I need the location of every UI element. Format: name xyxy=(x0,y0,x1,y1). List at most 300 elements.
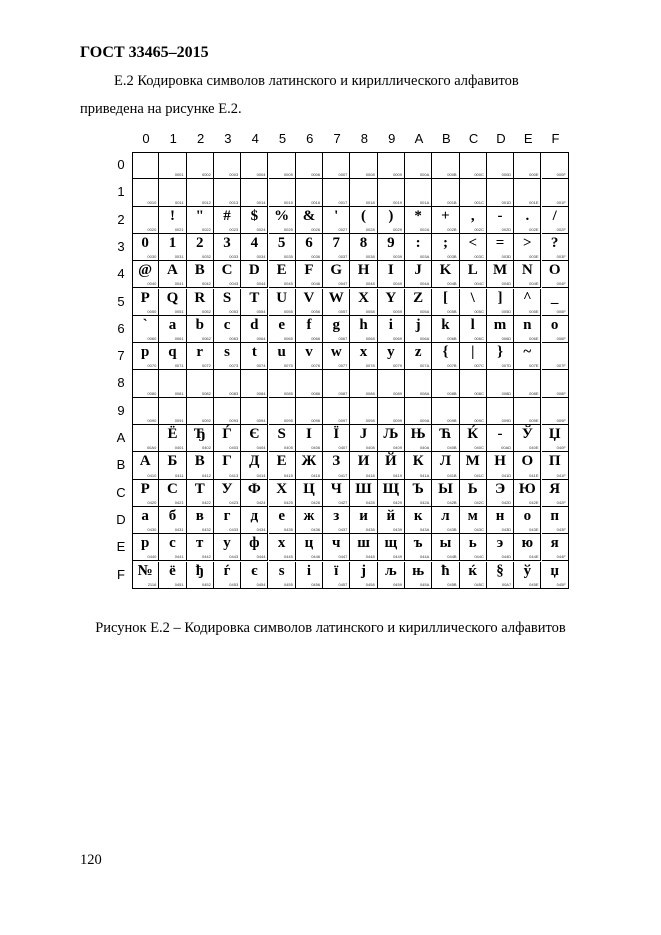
cell-code: 0417 xyxy=(338,472,348,478)
table-cell xyxy=(296,343,323,370)
cell-glyph: у xyxy=(223,535,231,552)
table-cell xyxy=(296,152,323,179)
cell-code: 0010 xyxy=(147,199,157,205)
row-header: 0 xyxy=(117,157,125,172)
cell-code: 044E xyxy=(529,554,539,560)
table-cell xyxy=(378,534,405,561)
cell-glyph: M xyxy=(492,262,508,279)
cell-glyph: | xyxy=(471,344,475,361)
cell-glyph: 3 xyxy=(223,234,231,251)
cell-glyph: Љ xyxy=(383,426,399,442)
table-cell xyxy=(159,507,186,534)
cell-code: 0057 xyxy=(338,308,348,314)
cell-code: 0035 xyxy=(283,254,293,260)
table-cell xyxy=(432,179,459,206)
encoding-chart xyxy=(104,131,574,591)
table-cell xyxy=(350,152,377,179)
cell-glyph: _ xyxy=(550,289,559,306)
cell-glyph: B xyxy=(194,262,205,279)
cell-code: 0451 xyxy=(174,581,184,587)
table-cell xyxy=(432,343,459,370)
table-cell xyxy=(159,425,186,452)
table-cell xyxy=(432,562,459,589)
column-header: 9 xyxy=(388,131,396,146)
cell-code: 043A xyxy=(419,527,430,533)
table-cell xyxy=(432,261,459,288)
cell-code: 0009 xyxy=(393,172,402,178)
cell-code: 0080 xyxy=(147,390,157,396)
cell-code: 001C xyxy=(474,199,484,205)
cell-code: 044D xyxy=(501,554,512,560)
cell-glyph: В xyxy=(194,453,205,470)
cell-code: 0060 xyxy=(147,336,157,342)
row-header: 5 xyxy=(117,293,125,309)
table-cell xyxy=(241,452,268,479)
cell-code: 0046 xyxy=(311,281,321,287)
cell-glyph: х xyxy=(277,535,286,552)
cell-glyph: C xyxy=(221,262,233,279)
table-cell xyxy=(269,152,296,179)
table-cell xyxy=(350,343,377,370)
table-cell xyxy=(269,179,296,206)
row-header: F xyxy=(117,566,125,582)
cell-glyph: < xyxy=(468,234,478,251)
cell-code: 0423 xyxy=(229,499,239,505)
cell-code: 0405 xyxy=(283,445,293,451)
cell-glyph: n xyxy=(523,316,532,333)
cell-glyph: л xyxy=(441,507,450,524)
table-cell xyxy=(405,370,432,397)
cell-code: 0063 xyxy=(229,336,239,342)
cell-glyph: Г xyxy=(222,453,232,470)
table-cell xyxy=(132,179,159,206)
cell-glyph: U xyxy=(276,289,288,306)
table-cell xyxy=(405,452,432,479)
cell-code: 0079 xyxy=(393,363,402,369)
cell-code: 002F xyxy=(556,226,566,232)
cell-code: 006A xyxy=(419,336,430,342)
cell-code: 0003 xyxy=(229,172,239,178)
cell-glyph: m xyxy=(493,316,507,333)
cell-code: 006D xyxy=(501,336,512,342)
table-cell xyxy=(214,234,241,261)
table-cell xyxy=(241,289,268,316)
table-cell xyxy=(514,534,541,561)
table-cell xyxy=(487,179,514,206)
cell-code: 005A xyxy=(419,308,430,314)
column-header: 0 xyxy=(142,131,150,146)
column-header: E xyxy=(523,131,533,146)
cell-glyph: P xyxy=(140,289,150,306)
cell-code: 040B xyxy=(447,445,457,451)
cell-glyph: Њ xyxy=(410,426,426,442)
row-header: 6 xyxy=(117,320,125,336)
cell-code: 043D xyxy=(501,527,512,533)
cell-code: 0043 xyxy=(229,281,239,287)
cell-code: 0006 xyxy=(311,172,321,178)
cell-code: 0424 xyxy=(256,499,266,505)
column-header: 1 xyxy=(169,131,177,146)
table-cell xyxy=(241,261,268,288)
table-cell xyxy=(378,425,405,452)
table-cell xyxy=(214,398,241,425)
table-cell xyxy=(487,261,514,288)
table-cell xyxy=(514,507,541,534)
table-cell xyxy=(487,316,514,343)
cell-code: 003D xyxy=(501,254,512,260)
table-cell xyxy=(405,152,432,179)
cell-code: 0066 xyxy=(311,336,321,342)
table-cell xyxy=(542,289,569,316)
cell-code: 0062 xyxy=(201,336,211,342)
cell-glyph: " xyxy=(195,207,204,224)
table-cell xyxy=(405,261,432,288)
cell-glyph: ' xyxy=(334,207,339,224)
cell-glyph: Ѓ xyxy=(222,426,232,442)
cell-code: 0036 xyxy=(311,254,321,260)
cell-glyph: % xyxy=(274,207,290,224)
cell-glyph: w xyxy=(330,344,342,361)
cell-code: 0070 xyxy=(147,363,157,369)
cell-code: 009F xyxy=(556,417,566,423)
cell-glyph: т xyxy=(196,535,204,552)
cell-code: 2116 xyxy=(147,581,157,587)
table-cell xyxy=(269,207,296,234)
cell-code: 0434 xyxy=(256,527,266,533)
cell-glyph: q xyxy=(168,344,177,361)
cell-glyph: ќ xyxy=(468,562,478,579)
cell-glyph: ж xyxy=(303,507,315,524)
table-cell xyxy=(214,370,241,397)
cell-code: 0022 xyxy=(201,226,211,232)
table-cell xyxy=(542,343,569,370)
table-cell xyxy=(323,152,350,179)
cell-glyph: Z xyxy=(413,289,424,306)
column-header: 8 xyxy=(360,131,368,146)
table-cell xyxy=(187,534,214,561)
cell-code: 006C xyxy=(474,336,484,342)
table-cell xyxy=(350,234,377,261)
cell-glyph: р xyxy=(140,535,150,552)
page-number: 120 xyxy=(80,852,102,868)
cell-code: 0005 xyxy=(283,172,293,178)
table-cell xyxy=(214,534,241,561)
table-cell xyxy=(378,234,405,261)
cell-code: 009E xyxy=(529,417,539,423)
table-cell xyxy=(514,398,541,425)
table-cell xyxy=(241,152,268,179)
row-header: 2 xyxy=(117,211,125,227)
table-cell xyxy=(214,289,241,316)
table-cell xyxy=(350,480,377,507)
cell-glyph: ђ xyxy=(195,562,204,579)
cell-code: 043B xyxy=(447,527,457,533)
cell-code: 009A xyxy=(419,417,430,423)
cell-code: 007E xyxy=(529,363,539,369)
table-cell xyxy=(296,452,323,479)
cell-code: 0045 xyxy=(283,281,293,287)
cell-glyph: S xyxy=(277,426,286,442)
cell-code: 045F xyxy=(556,581,566,587)
cell-glyph: ў xyxy=(523,562,532,579)
cell-glyph: E xyxy=(276,262,287,279)
table-cell xyxy=(405,507,432,534)
table-cell xyxy=(296,289,323,316)
cell-glyph: Т xyxy=(194,480,205,497)
cell-code: 004B xyxy=(447,281,457,287)
cell-code: 0083 xyxy=(229,390,239,396)
table-cell xyxy=(269,562,296,589)
table-cell xyxy=(241,534,268,561)
cell-code: 0449 xyxy=(393,554,402,560)
cell-glyph: k xyxy=(441,316,450,333)
cell-code: 002B xyxy=(447,226,457,232)
cell-code: 003A xyxy=(419,254,430,260)
cell-glyph: ы xyxy=(439,535,452,552)
table-cell xyxy=(460,261,487,288)
cell-code: 0051 xyxy=(174,308,184,314)
table-cell xyxy=(269,425,296,452)
cell-code: 0002 xyxy=(201,172,211,178)
table-cell xyxy=(132,261,159,288)
cell-glyph: F xyxy=(304,262,314,279)
cell-code: 000C xyxy=(474,172,484,178)
table-cell xyxy=(214,425,241,452)
column-header: 7 xyxy=(333,131,341,146)
table-cell xyxy=(187,562,214,589)
row-header: A xyxy=(116,430,126,445)
cell-code: 009B xyxy=(447,417,457,423)
table-cell xyxy=(296,261,323,288)
cell-glyph: Џ xyxy=(548,426,561,442)
cell-glyph: Ё xyxy=(167,426,178,442)
table-cell xyxy=(432,152,459,179)
table-cell xyxy=(350,534,377,561)
table-cell xyxy=(187,261,214,288)
cell-glyph: Х xyxy=(276,480,288,497)
cell-code: 0438 xyxy=(365,527,375,533)
cell-code: 001F xyxy=(556,199,566,205)
cell-code: 045C xyxy=(474,581,484,587)
cell-glyph: И xyxy=(357,453,370,470)
cell-code: 0421 xyxy=(174,499,184,505)
cell-glyph: - xyxy=(497,426,503,442)
table-cell xyxy=(460,179,487,206)
cell-glyph: Н xyxy=(494,453,506,470)
cell-glyph: я xyxy=(550,535,559,552)
table-cell xyxy=(187,398,214,425)
table-cell xyxy=(378,179,405,206)
cell-glyph: f xyxy=(306,316,312,333)
cell-code: 0090 xyxy=(147,417,157,423)
table-cell xyxy=(159,207,186,234)
cell-code: 0007 xyxy=(338,172,348,178)
cell-code: 041F xyxy=(556,472,566,478)
table-cell xyxy=(214,507,241,534)
cell-code: 0040 xyxy=(147,281,157,287)
cell-code: 0457 xyxy=(338,581,348,587)
cell-code: 009D xyxy=(501,417,512,423)
cell-code: 0432 xyxy=(201,527,211,533)
table-cell xyxy=(269,289,296,316)
table-cell xyxy=(296,507,323,534)
cell-glyph: А xyxy=(139,453,151,470)
cell-glyph: G xyxy=(330,262,343,279)
cell-code: 0420 xyxy=(147,499,157,505)
table-cell xyxy=(542,370,569,397)
cell-glyph: l xyxy=(470,316,475,333)
table-cell xyxy=(241,234,268,261)
cell-code: 007F xyxy=(556,363,566,369)
table-cell xyxy=(296,234,323,261)
table-cell xyxy=(514,316,541,343)
table-cell xyxy=(514,207,541,234)
table-cell xyxy=(214,152,241,179)
cell-code: 0042 xyxy=(201,281,211,287)
cell-glyph: Э xyxy=(494,480,506,497)
table-cell xyxy=(269,343,296,370)
table-cell xyxy=(487,234,514,261)
column-header: 3 xyxy=(224,131,232,146)
table-cell xyxy=(460,507,487,534)
table-cell xyxy=(323,452,350,479)
cell-glyph: ц xyxy=(304,535,314,552)
column-header: F xyxy=(551,131,560,146)
cell-code: 004A xyxy=(419,281,430,287)
cell-code: 041B xyxy=(447,472,457,478)
cell-code: 008A xyxy=(419,390,430,396)
cell-code: 0034 xyxy=(256,254,266,260)
cell-glyph: п xyxy=(550,507,559,524)
cell-glyph: С xyxy=(167,480,178,497)
cell-code: 0410 xyxy=(147,472,157,478)
cell-code: 0017 xyxy=(338,199,348,205)
cell-code: 0004 xyxy=(256,172,266,178)
cell-glyph: H xyxy=(357,262,370,279)
cell-code: 001E xyxy=(529,199,539,205)
intro-line-2: приведена на рисунке Е.2. xyxy=(80,101,242,117)
cell-code: 007B xyxy=(447,363,457,369)
cell-code: 007D xyxy=(501,363,512,369)
cell-code: 0049 xyxy=(393,281,402,287)
table-cell xyxy=(514,289,541,316)
table-cell xyxy=(132,398,159,425)
table-cell xyxy=(460,207,487,234)
cell-glyph: Ђ xyxy=(193,426,206,442)
table-cell xyxy=(159,562,186,589)
table-cell xyxy=(269,480,296,507)
cell-glyph: d xyxy=(250,316,259,333)
cell-glyph: Ч xyxy=(330,480,342,497)
cell-code: 0053 xyxy=(229,308,239,314)
table-cell xyxy=(323,507,350,534)
cell-glyph: Ў xyxy=(521,426,533,442)
cell-code: 0098 xyxy=(365,417,375,423)
cell-code: 006B xyxy=(447,336,457,342)
cell-code: 0097 xyxy=(338,417,348,423)
cell-glyph: е xyxy=(278,507,285,524)
cell-glyph: . xyxy=(525,207,530,224)
table-cell xyxy=(378,507,405,534)
table-cell xyxy=(378,289,405,316)
table-cell xyxy=(542,152,569,179)
cell-code: 0430 xyxy=(147,527,157,533)
cell-glyph: П xyxy=(548,453,561,470)
cell-code: 045B xyxy=(447,581,457,587)
table-cell xyxy=(323,398,350,425)
cell-glyph: a xyxy=(168,316,177,333)
cell-glyph: Q xyxy=(166,289,179,306)
cell-glyph: N xyxy=(521,262,533,279)
table-cell xyxy=(296,425,323,452)
table-cell xyxy=(378,398,405,425)
table-cell xyxy=(542,480,569,507)
cell-glyph: 6 xyxy=(305,234,313,251)
table-cell xyxy=(432,507,459,534)
cell-code: 0442 xyxy=(201,554,211,560)
cell-glyph: Ц xyxy=(303,480,315,497)
cell-glyph: g xyxy=(332,316,340,333)
table-cell xyxy=(378,452,405,479)
cell-code: 0028 xyxy=(365,226,375,232)
table-cell xyxy=(241,343,268,370)
table-cell xyxy=(132,289,159,316)
cell-code: 0056 xyxy=(311,308,321,314)
cell-code: 0054 xyxy=(256,308,266,314)
table-cell xyxy=(159,534,186,561)
cell-glyph: V xyxy=(303,289,315,306)
cell-glyph: > xyxy=(523,234,532,251)
cell-glyph: 4 xyxy=(250,234,259,251)
cell-code: 004E xyxy=(529,281,539,287)
table-cell xyxy=(405,562,432,589)
table-cell xyxy=(187,289,214,316)
cell-glyph: L xyxy=(467,262,478,279)
cell-code: 0095 xyxy=(283,417,293,423)
table-cell xyxy=(269,370,296,397)
cell-code: 0447 xyxy=(338,554,348,560)
cell-glyph: К xyxy=(412,453,424,470)
table-cell xyxy=(159,179,186,206)
table-cell xyxy=(542,179,569,206)
cell-glyph: O xyxy=(548,262,561,279)
table-cell xyxy=(269,398,296,425)
table-cell xyxy=(487,425,514,452)
cell-code: 000F xyxy=(556,172,566,178)
cell-code: 045A xyxy=(419,581,430,587)
cell-code: 0091 xyxy=(174,417,184,423)
cell-glyph: о xyxy=(523,507,532,524)
table-cell xyxy=(432,534,459,561)
table-cell xyxy=(214,179,241,206)
table-cell xyxy=(487,480,514,507)
cell-code: 0418 xyxy=(365,472,375,478)
table-cell xyxy=(132,316,159,343)
table-cell xyxy=(132,562,159,589)
cell-code: 0085 xyxy=(283,390,293,396)
cell-code: 0068 xyxy=(365,336,375,342)
table-cell xyxy=(159,343,186,370)
cell-code: 0052 xyxy=(201,308,211,314)
cell-code: 0445 xyxy=(283,554,293,560)
cell-code: 0073 xyxy=(229,363,239,369)
cell-code: 041E xyxy=(529,472,539,478)
cell-code: 0081 xyxy=(174,390,184,396)
table-cell xyxy=(514,343,541,370)
cell-glyph: к xyxy=(413,507,423,524)
table-cell xyxy=(405,234,432,261)
cell-glyph: Ю xyxy=(518,480,536,497)
